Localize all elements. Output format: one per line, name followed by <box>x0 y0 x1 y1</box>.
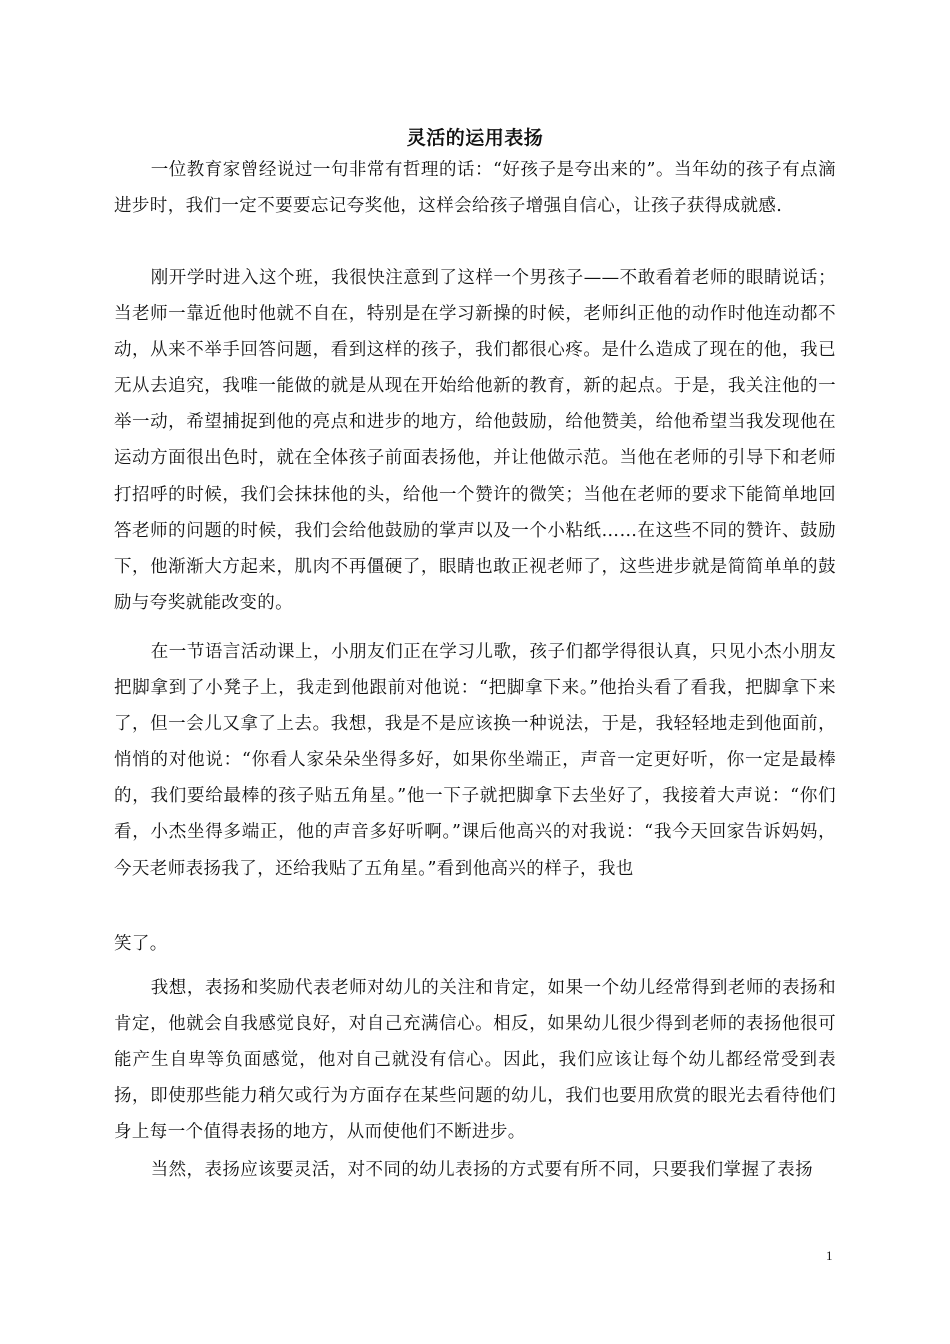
paragraph-continuation: 笑了。 <box>114 934 168 954</box>
paragraph-reflection: 我想，表扬和奖励代表老师对幼儿的关注和肯定，如果一个幼儿经常得到老师的表扬和肯定，他就会自我感觉良好，对自己充满信心。相反，如果幼儿很少得到老师的表扬他很可能产生自卑等负面感觉，他对自己就没有信心。因此，我们应该让每个幼儿都经常受到表扬，即使那些能力稍欠或行为方面存在某些问题的幼儿，我们也要用欣赏的眼光去看待他们身上每一个值得表扬的地方，从而使他们不断进步。 <box>114 978 836 1143</box>
paragraph-language-class: 在一节语言活动课上，小朋友们正在学习儿歌，孩子们都学得很认真，只见小杰小朋友把脚拿到了小凳子上，我走到他跟前对他说：“把脚拿下来。”他抬头看了看我，把脚拿下来了，但一会儿又拿了上去。我想，我是不是应该换一种说法，于是，我轻轻地走到他面前，悄悄的对他说：“你看人家朵朵坐得多好，如果你坐端正，声音一定更好听，你一定是最棒的，我们要给最棒的孩子贴五角星。”他一下子就把脚拿下去坐好了，我接着大声说：“你们看，小杰坐得多端正，他的声音多好听啊。”课后他高兴的对我说：“我今天回家告诉妈妈，今天老师表扬我了，还给我贴了五角星。”看到他高兴的样子，我也 <box>114 642 836 879</box>
document-title: 灵活的运用表扬 <box>406 127 544 149</box>
page-number: 1 <box>826 1248 833 1263</box>
paragraph-intro: 一位教育家曾经说过一句非常有哲理的话：“好孩子是夸出来的”。当年幼的孩子有点滴进步时，我们一定不要要忘记夸奖他，这样会给孩子增强自信心，让孩子获得成就感. <box>114 160 836 217</box>
paragraph-conclusion-start: 当然，表扬应该要灵活，对不同的幼儿表扬的方式要有所不同，只要我们掌握了表扬 <box>150 1160 814 1180</box>
paragraph-boy-story: 刚开学时进入这个班，我很快注意到了这样一个男孩子——不敢看着老师的眼睛说话；当老师一靠近他时他就不自在，特别是在学习新操的时候，老师纠正他的动作时他连动都不动，从来不举手回答问题，看到这样的孩子，我们都很心疼。是什么造成了现在的他，我已无从去追究，我唯一能做的就是从现在开始给他新的教育，新的起点。于是，我关注他的一举一动，希望捕捉到他的亮点和进步的地方，给他鼓励，给他赞美，给他希望当我发现他在运动方面很出色时，就在全体孩子前面表扬他，并让他做示范。当他在老师的引导下和老师打招呼的时候，我们会抹抹他的头，给他一个赞许的微笑；当他在老师的要求下能简单地回答老师的问题的时候，我们会给他鼓励的掌声以及一个小粘纸……在这些不同的赞许、鼓励下，他渐渐大方起来，肌肉不再僵硬了，眼睛也敢正视老师了，这些进步就是简简单单的鼓励与夸奖就能改变的。 <box>114 268 836 613</box>
